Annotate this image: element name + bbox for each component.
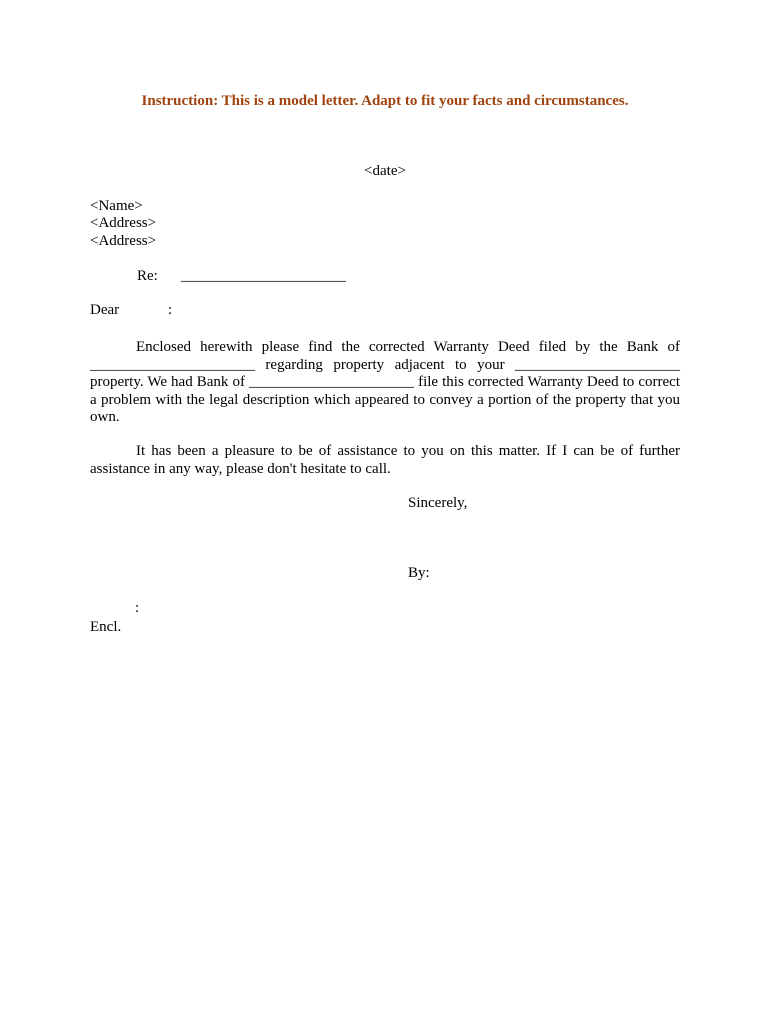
date-placeholder: <date> [364,163,406,179]
paragraph-2-line-1: It has been a pleasure to be of assistance to you on this matter. If I can be of further [136,443,680,459]
instruction-note: Instruction: This is a model letter. Adapt to fit your facts and circumstances. [141,93,629,109]
enclosure-note: Encl. [90,619,122,635]
paragraph-1 [90,339,680,427]
paragraph-1-line-5: own. [90,409,120,425]
salutation-colon: : [168,302,173,318]
paragraph-2-line-2: assistance in any way, please don't hesitate to call. [90,460,391,477]
paragraph-2 [90,443,680,478]
recipient-address-2: <Address> [90,233,157,249]
closing-sincerely: Sincerely, [408,495,468,511]
signature-by: By: [408,565,430,581]
re-label: Re: [137,268,158,284]
recipient-name: <Name> [90,198,143,214]
paragraph-1-line-4: a problem with the legal description which appeared to convey a portion of the property that you [90,391,680,408]
salutation-dear: Dear [90,302,120,318]
recipient-address-1: <Address> [90,215,157,231]
paragraph-1-line-1: Enclosed herewith please find the corrected Warranty Deed filed by the Bank of [136,339,680,355]
paragraph-1-line-2: ______________________ regarding property adjacent to your ______________________ [90,356,680,373]
initials-colon: : [135,600,140,616]
paragraph-1-line-3: property. We had Bank of ______________________ file this corrected Warranty Deed to correct [90,374,680,390]
re-blank-line: ______________________ [181,268,346,284]
